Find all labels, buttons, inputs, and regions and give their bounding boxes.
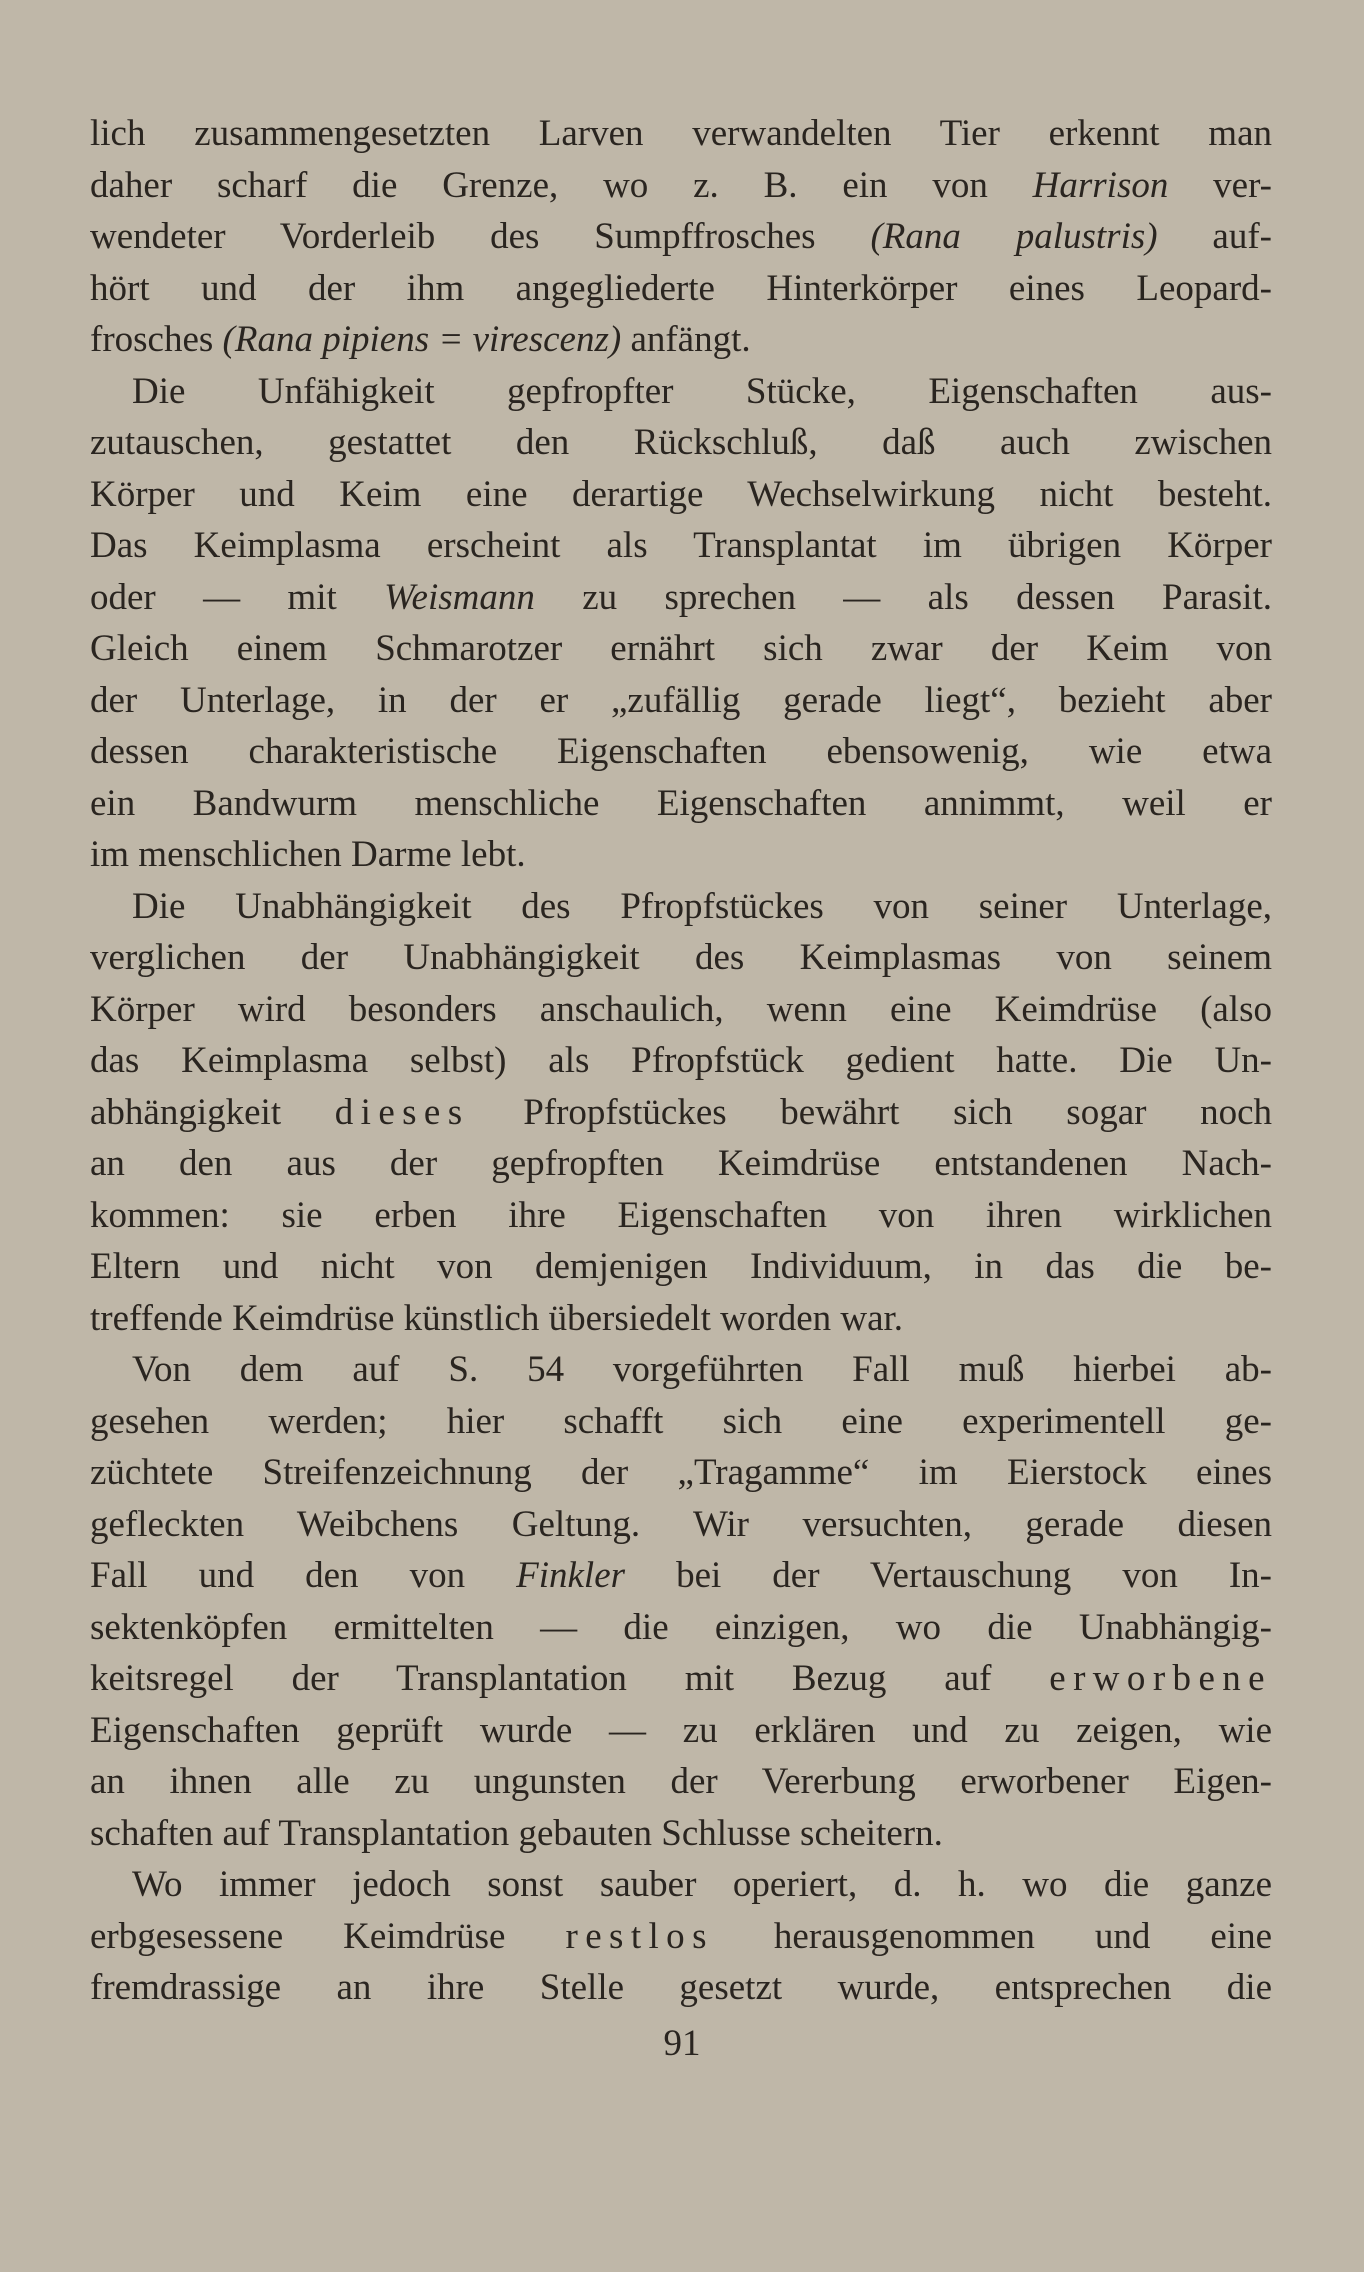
line-segment: Das Keimplasma erscheint als Transplantat im übrigen Körper <box>90 525 1272 566</box>
text-line <box>90 1756 1272 1808</box>
line-segment: wendeter Vorderleib des Sumpffrosches <box>90 216 871 257</box>
text-line <box>90 1447 1272 1499</box>
text-line <box>90 1344 1272 1396</box>
italic-name: Weismann <box>384 576 535 618</box>
text-line <box>90 932 1272 984</box>
text-line <box>90 520 1272 572</box>
line-segment: dessen charakteristische Eigenschaften ebensowenig, wie etwa <box>90 731 1272 772</box>
line-segment: daher scharf die Grenze, wo z. B. ein von <box>90 164 1033 206</box>
line-segment: herausgenommen und eine <box>713 1915 1272 1957</box>
line-segment: Die Unabhängigkeit des Pfropfstückes von seiner Unterlage, <box>132 885 1272 927</box>
text-line <box>90 1499 1272 1551</box>
line-segment: Pfropfstückes bewährt sich sogar noch <box>469 1091 1272 1133</box>
line-segment: oder — mit <box>90 576 385 618</box>
line-segment: Gleich einem Schmarotzer ernährt sich zwar der Keim von <box>90 628 1272 669</box>
spaced-emphasis: dieses <box>334 1091 470 1133</box>
line-segment: bei der Vertauschung von In- <box>625 1555 1273 1596</box>
line-segment: an den aus der gepfropften Keimdrüse entstandenen Nach- <box>90 1143 1272 1184</box>
line-segment: erbgesessene Keimdrüse <box>90 1915 566 1957</box>
line-segment: kommen: sie erben ihre Eigenschaften von ihren wirklichen <box>90 1194 1272 1236</box>
line-segment: Von dem auf S. 54 vorgeführten Fall muß hierbei ab- <box>132 1349 1272 1390</box>
line-segment: abhängigkeit <box>90 1091 335 1133</box>
text-line <box>90 1962 1272 2014</box>
text-line <box>90 1602 1272 1654</box>
italic-name: Harrison <box>1032 164 1169 206</box>
text-line <box>90 726 1272 778</box>
text-line <box>90 675 1272 727</box>
line-segment: Eltern und nicht von demjenigen Individuum, in das die be- <box>90 1246 1272 1287</box>
text-line <box>90 623 1272 675</box>
italic-name: Finkler <box>516 1555 626 1596</box>
line-segment: Eigenschaften geprüft wurde — zu erklären und zu zeigen, wie <box>90 1709 1272 1751</box>
text-line <box>90 1190 1272 1242</box>
line-segment: treffende Keimdrüse künstlich übersiedelt worden war. <box>90 1297 904 1339</box>
line-segment: zutauschen, gestattet den Rückschluß, daß auch zwischen <box>90 422 1272 463</box>
text-line <box>90 1859 1272 1911</box>
text-line <box>90 1808 1272 1860</box>
line-segment: gesehen werden; hier schafft sich eine experimentell ge- <box>90 1400 1272 1442</box>
line-segment: Körper und Keim eine derartige Wechselwirkung nicht besteht. <box>90 473 1272 515</box>
text-line <box>90 881 1272 933</box>
text-line <box>90 469 1272 521</box>
spaced-emphasis: restlos <box>565 1915 714 1957</box>
text-line <box>90 572 1272 624</box>
text-line <box>90 1293 1272 1345</box>
body-text <box>90 108 1272 2014</box>
text-line <box>90 160 1272 212</box>
line-segment: das Keimplasma selbst) als Pfropfstück gedient hatte. Die Un- <box>90 1040 1272 1081</box>
line-segment: fremdrassige an ihre Stelle gesetzt wurde, entsprechen die <box>90 1967 1272 2008</box>
text-line <box>90 1087 1272 1139</box>
line-segment: zu sprechen — als dessen Parasit. <box>534 576 1272 618</box>
line-segment: schaften auf Transplantation gebauten Schlusse scheitern. <box>90 1812 943 1854</box>
line-segment: verglichen der Unabhängigkeit des Keimplasmas von seinem <box>90 937 1272 978</box>
text-line <box>90 1241 1272 1293</box>
text-line <box>90 1705 1272 1757</box>
line-segment: gefleckten Weibchens Geltung. Wir versuchten, gerade diesen <box>90 1503 1272 1545</box>
text-line <box>90 263 1272 315</box>
text-line <box>90 108 1272 160</box>
line-segment: ein Bandwurm menschliche Eigenschaften annimmt, weil er <box>90 782 1272 824</box>
line-segment: Fall und den von <box>90 1555 517 1596</box>
line-segment: an ihnen alle zu ungunsten der Vererbung erworbener Eigen- <box>90 1761 1272 1802</box>
text-line <box>90 984 1272 1036</box>
line-segment: ver- <box>1168 164 1272 206</box>
text-line <box>90 829 1272 881</box>
line-segment: anfängt. <box>621 319 751 360</box>
line-segment: Die Unfähigkeit gepfropfter Stücke, Eigenschaften aus- <box>132 370 1272 412</box>
line-segment: keitsregel der Transplantation mit Bezug auf <box>90 1658 1050 1699</box>
line-segment: hört und der ihm angegliederte Hinterkörper eines Leopard- <box>90 267 1272 309</box>
line-segment: lich zusammengesetzten Larven verwandelten Tier erkennt man <box>90 113 1272 154</box>
spaced-emphasis: erworbene <box>1049 1658 1272 1699</box>
text-line <box>90 1035 1272 1087</box>
line-segment: sektenköpfen ermittelten — die einzigen, wo die Unabhängig- <box>90 1606 1272 1648</box>
line-segment: auf- <box>1157 216 1272 257</box>
line-segment: Wo immer jedoch sonst sauber operiert, d. h. wo die ganze <box>132 1864 1272 1905</box>
text-line <box>90 417 1272 469</box>
text-line <box>90 1911 1272 1963</box>
text-line <box>90 314 1272 366</box>
line-segment: züchtete Streifenzeichnung der „Tragamme“ im Eierstock eines <box>90 1452 1272 1493</box>
text-line <box>90 211 1272 263</box>
text-line <box>90 1138 1272 1190</box>
line-segment: frosches <box>90 319 223 360</box>
text-line <box>90 778 1272 830</box>
line-segment: im menschlichen Darme lebt. <box>90 834 526 875</box>
italic-name: (Rana pipiens = virescenz) <box>222 319 622 360</box>
line-segment: Körper wird besonders anschaulich, wenn eine Keimdrüse (also <box>90 988 1272 1030</box>
line-segment: der Unterlage, in der er „zufällig gerade liegt“, bezieht aber <box>90 679 1272 721</box>
italic-name: (Rana palustris) <box>870 216 1158 257</box>
text-line <box>90 366 1272 418</box>
text-line <box>90 1396 1272 1448</box>
text-line <box>90 1653 1272 1705</box>
page-number: 91 <box>663 2023 701 2064</box>
text-line <box>90 1550 1272 1602</box>
